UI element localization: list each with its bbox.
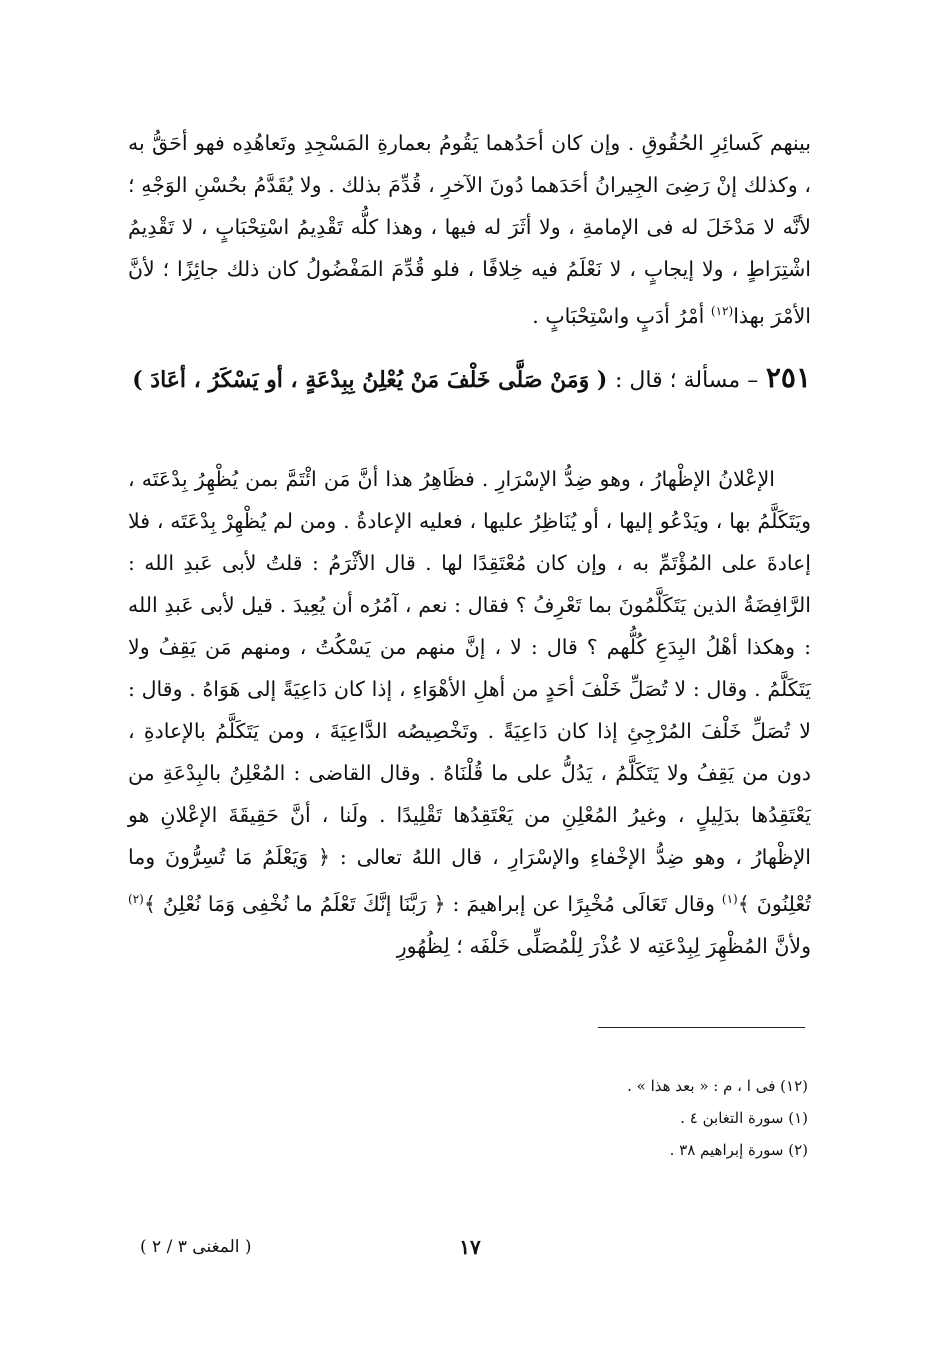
footnotes	[128, 1070, 808, 1166]
paragraph-2-part-2: وقال تَعَالَى مُخْبِرًا عن إبراهيمَ : ﴿ رَبَّنَا إنَّكَ تَعْلَمُ ما نُخْفِى وَمَا نُعْلِنُ ﴾	[143, 891, 715, 916]
footnote-ref-12[interactable]: (١٢)	[710, 304, 734, 318]
page-number: ١٧	[459, 1235, 481, 1259]
paragraph-2	[128, 458, 811, 967]
paragraph-2-part-3: ولأنَّ المُظْهِرَ لِبِدْعَتِه لا عُذْرَ لِلْمُصَلِّى خَلْفَه ؛ لِظُهُورِ	[396, 933, 811, 958]
footnote-divider	[598, 1027, 805, 1028]
section-label: – مسألة ؛ قال :	[615, 368, 759, 393]
footnote-ref-1[interactable]: (١)	[721, 892, 738, 906]
section-title: ( وَمَنْ صَلَّى خَلْفَ مَنْ يُعْلِنُ بِبِدْعَةٍ ، أو يَسْكَرُ ، أعَادَ )	[132, 367, 608, 393]
paragraph-1-text: بينهم كَسائِرِ الحُقُوقِ . وإن كان أحَدُهما يَقُومُ بعمارةِ المَسْجِدِ وتَعاهُدِه فهو أحَقُّ به ، وكذلك إنْ رَضِىَ الجِيرانُ أحَدَهما دُونَ الآخرِ ، قُدِّمَ بذلك . ولا يُقَدَّمُ بحُسْنِ الوَجْهِ ؛ لأنَّه لا مَدْخَلَ له فى الإمامةِ ، ولا أثَرَ له فيها ، وهذا كلُّه تَقْدِيمُ اسْتِحْبَابٍ ، لا تَقْدِيمُ اشْتِرَاطٍ ، ولا إيجابٍ ، لا نَعْلَمُ فيه خِلافًا ، فلو قُدِّمَ المَفْضُولُ كان ذلك جائِزًا ؛ لأنَّ الأمْرَ بهذا	[128, 131, 811, 328]
section-number: ٢٥١	[765, 361, 811, 394]
footnote-2: (٢) سورة إبراهيم ٣٨ .	[669, 1141, 808, 1159]
volume-reference: ( المغنى ٣ / ٢ )	[140, 1237, 252, 1257]
section-heading	[128, 356, 811, 403]
footnote-12: (١٢) فى ا ، م : « بعد هذا » .	[627, 1077, 808, 1095]
paragraph-1	[128, 122, 811, 337]
footnote-ref-2[interactable]: (٢)	[128, 892, 144, 906]
page-footer	[0, 1232, 941, 1262]
footnote-1: (١) سورة التغابن ٤ .	[680, 1109, 808, 1127]
paragraph-2-part-1: الإعْلانُ الإظْهارُ ، وهو ضِدُّ الإسْرَارِ . فظَاهِرُ هذا أنَّ مَن ائْتَمَّ بمن يُظْهِرُ بِدْعَتَه ، ويَتَكَلَّمُ بها ، ويَدْعُو إليها ، أو يُنَاظِرُ عليها ، فعليه الإعادةُ . ومن لم يُظْهِرْ بِدْعَتَه ، فلا إعادةَ على المُؤْتَمِّ به ، وإن كان مُعْتَقِدًا لها . قال الأثْرَمُ : قلتُ لأبى عَبدِ الله : الرَّافِضَةُ الذين يَتَكَلَّمُونَ بما تَعْرِفُ ؟ فقال : نعم ، آمُرُه أن يُعِيدَ . قيل لأبى عَبدِ الله : وهكذا أهْلُ البِدَعِ كُلُّهم ؟ قال : لا ، إنَّ منهم من يَسْكُتُ ، ومنهم مَن يَقِفُ ولا يَتَكَلَّمُ . وقال : لا تُصَلِّ خَلْفَ أحَدٍ من أهلِ الأهْوَاءِ ، إذا كان دَاعِيَةً إلى هَوَاهُ . وقال : لا تُصَلِّ خَلْفَ المُرْجِئِ إذا كان دَاعِيَةً . وتَخْصِيصُه الدَّاعِيَةَ ، ومن يَتَكَلَّمُ بالإعادةِ ، دون من يَقِفُ ولا يَتَكَلَّمُ ، يَدُلُّ على ما قُلْنَاهُ . وقال القاضى : المُعْلِنُ بالبِدْعَةِ من يَعْتَقِدُها بدَلِيلٍ ، وغيرُ المُعْلِنِ من يَعْتَقِدُها تَقْلِيدًا . ولَنا ، أنَّ حَقِيقَةَ الإعْلانِ هو الإظْهارُ ، وهو ضِدُّ الإخْفاءِ والإسْرَارِ ، قال اللهُ تعالى : ﴿ وَيَعْلَمُ مَا تُسِرُّونَ وما تُعْلِنُونَ ﴾	[128, 467, 811, 916]
paragraph-1-end: أمْرُ أدَبٍ واسْتِحْبَابٍ .	[532, 303, 705, 328]
